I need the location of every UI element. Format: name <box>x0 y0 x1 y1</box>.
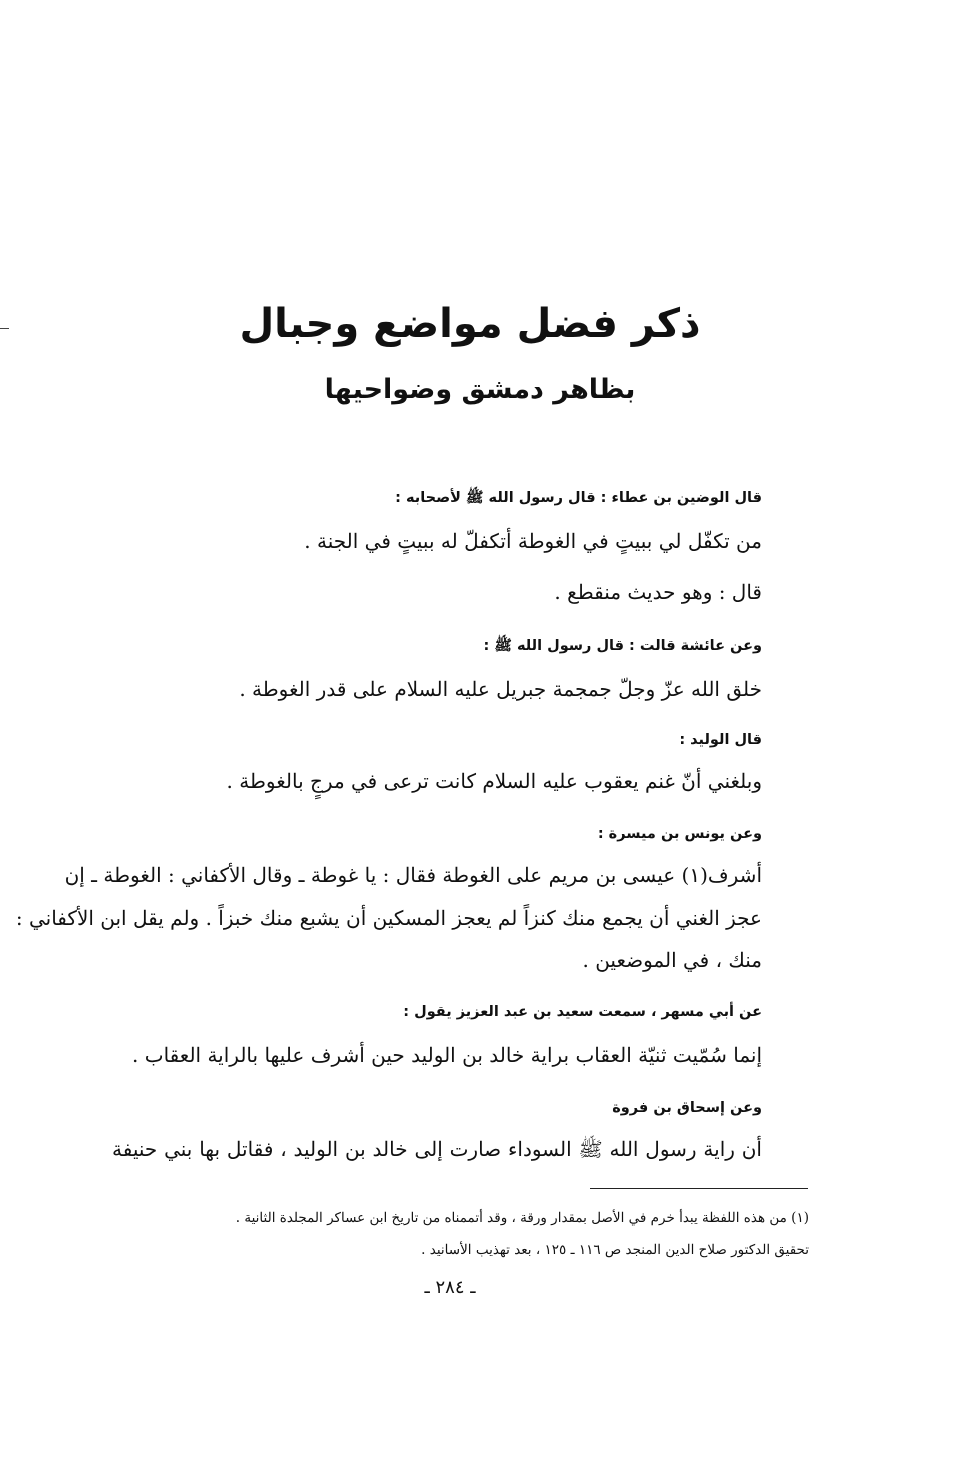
footnote-rule <box>590 1188 808 1189</box>
footnote-line: تحقيق الدكتور صلاح الدين المنجد ص ١١٦ ـ ١٢٥ ، بعد تهذيب الأسانيد . <box>421 1242 809 1258</box>
entry-text: من تكفّل لي ببيتٍ في الغوطة أتكفلّ له ببيتٍ في الجنة . <box>304 529 762 553</box>
entry-heading: وعن عائشة قالت : قال رسول الله ﷺ : <box>483 638 762 654</box>
entry-text: أشرف(١) عيسى بن مريم على الغوطة فقال : يا غوطة ـ وقال الأكفاني : الغوطة ـ إن <box>64 863 762 887</box>
entry-heading: وعن يونس بن ميسرة : <box>597 826 762 842</box>
entry-heading: عن أبي مسهر ، سمعت سعيد بن عبد العزيز يقول : <box>403 1004 762 1020</box>
footnote-line: (١) من هذه اللفظة يبدأ خرم في الأصل بمقدار ورقة ، وقد أتممناه من تاريخ ابن عساكر المجلدة الثانية . <box>235 1210 809 1226</box>
entry-text: إنما سُمّيت ثنيّة العقاب براية خالد بن الوليد حين أشرف عليها بالراية العقاب . <box>132 1043 762 1067</box>
entry-text: خلق الله عزّ وجلّ جمجمة جبريل عليه السلام على قدر الغوطة . <box>239 677 762 701</box>
entry-heading: قال الوليد : <box>679 732 762 748</box>
entry-text: منك ، في الموضعين . <box>582 948 762 972</box>
page-number: ـ ٢٨٤ ـ <box>424 1277 476 1298</box>
entry-text: وبلغني أنّ غنم يعقوب عليه السلام كانت ترعى في مرجٍ بالغوطة . <box>226 769 762 793</box>
entry-heading: وعن إسحاق بن فروة <box>612 1100 762 1116</box>
entry-text: قال : وهو حديث منقطع . <box>554 580 762 604</box>
entry-heading: قال الوضين بن عطاء : قال رسول الله ﷺ لأصحابه : <box>395 490 762 506</box>
entry-text: أن راية رسول الله ﷺ السوداء صارت إلى خالد بن الوليد ، فقاتل بها بني حنيفة <box>112 1137 762 1161</box>
margin-mark <box>0 328 9 329</box>
chapter-subtitle: بظاهر دمشق وضواحيها <box>324 374 636 405</box>
entry-text: عجز الغني أن يجمع منك كنزاً لم يعجز المسكين أن يشبع منك خبزاً . ولم يقل ابن الأكفاني : <box>15 906 762 930</box>
chapter-title: ذكر فضل مواضع وجبال <box>239 301 701 347</box>
